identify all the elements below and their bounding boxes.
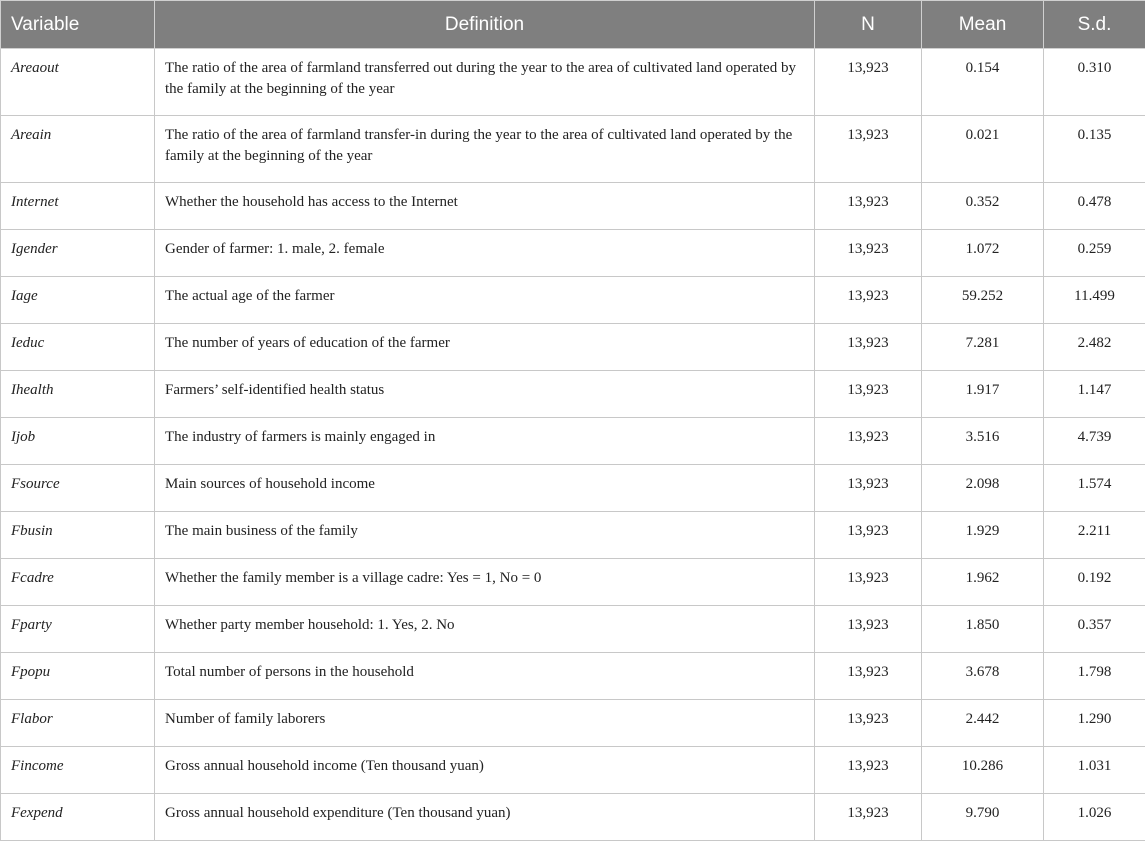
cell-mean: 0.021 [922, 116, 1044, 183]
cell-sd: 1.031 [1044, 747, 1145, 794]
cell-definition: Farmers’ self-identified health status [155, 371, 815, 418]
column-header-definition: Definition [155, 1, 815, 49]
cell-definition: The ratio of the area of farmland transfer-in during the year to the area of cultivated land operated by the family at the beginning of the year [155, 116, 815, 183]
cell-sd: 0.357 [1044, 606, 1145, 653]
cell-sd: 1.147 [1044, 371, 1145, 418]
cell-n: 13,923 [815, 653, 922, 700]
column-header-mean: Mean [922, 1, 1044, 49]
table-body [1, 49, 1145, 841]
cell-variable: Fsource [1, 465, 155, 512]
cell-variable: Fincome [1, 747, 155, 794]
cell-n: 13,923 [815, 512, 922, 559]
cell-definition: Gender of farmer: 1. male, 2. female [155, 230, 815, 277]
cell-variable: Internet [1, 183, 155, 230]
cell-definition: Number of family laborers [155, 700, 815, 747]
cell-mean: 3.678 [922, 653, 1044, 700]
cell-definition: The actual age of the farmer [155, 277, 815, 324]
cell-sd: 0.135 [1044, 116, 1145, 183]
cell-mean: 1.850 [922, 606, 1044, 653]
table-row [1, 606, 1145, 653]
cell-sd: 2.482 [1044, 324, 1145, 371]
table-row [1, 512, 1145, 559]
cell-definition: Total number of persons in the household [155, 653, 815, 700]
cell-n: 13,923 [815, 230, 922, 277]
cell-definition: Gross annual household income (Ten thousand yuan) [155, 747, 815, 794]
column-header-sd: S.d. [1044, 1, 1145, 49]
cell-definition: Whether party member household: 1. Yes, 2. No [155, 606, 815, 653]
cell-definition: The main business of the family [155, 512, 815, 559]
cell-n: 13,923 [815, 418, 922, 465]
cell-sd: 4.739 [1044, 418, 1145, 465]
table-header [1, 1, 1145, 49]
table-row [1, 183, 1145, 230]
cell-variable: Fparty [1, 606, 155, 653]
cell-mean: 2.442 [922, 700, 1044, 747]
cell-definition: Gross annual household expenditure (Ten thousand yuan) [155, 794, 815, 841]
cell-mean: 1.072 [922, 230, 1044, 277]
cell-definition: Whether the household has access to the Internet [155, 183, 815, 230]
cell-variable: Areaout [1, 49, 155, 116]
cell-mean: 59.252 [922, 277, 1044, 324]
cell-mean: 0.154 [922, 49, 1044, 116]
cell-n: 13,923 [815, 183, 922, 230]
table-row [1, 418, 1145, 465]
cell-variable: Ihealth [1, 371, 155, 418]
cell-mean: 7.281 [922, 324, 1044, 371]
cell-definition: The number of years of education of the farmer [155, 324, 815, 371]
cell-n: 13,923 [815, 559, 922, 606]
table-row [1, 230, 1145, 277]
header-row [1, 1, 1145, 49]
cell-sd: 0.310 [1044, 49, 1145, 116]
table-row [1, 794, 1145, 841]
cell-sd: 11.499 [1044, 277, 1145, 324]
cell-sd: 2.211 [1044, 512, 1145, 559]
table-row [1, 559, 1145, 606]
table-row [1, 116, 1145, 183]
column-header-variable: Variable [1, 1, 155, 49]
cell-mean: 10.286 [922, 747, 1044, 794]
table-row [1, 653, 1145, 700]
cell-variable: Ijob [1, 418, 155, 465]
cell-variable: Fcadre [1, 559, 155, 606]
table-row [1, 371, 1145, 418]
table-row [1, 747, 1145, 794]
cell-variable: Ieduc [1, 324, 155, 371]
table-row [1, 324, 1145, 371]
table-row [1, 465, 1145, 512]
cell-sd: 1.798 [1044, 653, 1145, 700]
cell-variable: Fbusin [1, 512, 155, 559]
cell-sd: 0.478 [1044, 183, 1145, 230]
cell-definition: The ratio of the area of farmland transferred out during the year to the area of cultivated land operated by the family at the beginning of the year [155, 49, 815, 116]
cell-sd: 0.192 [1044, 559, 1145, 606]
cell-definition: Main sources of household income [155, 465, 815, 512]
cell-mean: 3.516 [922, 418, 1044, 465]
cell-mean: 1.917 [922, 371, 1044, 418]
cell-n: 13,923 [815, 371, 922, 418]
cell-definition: The industry of farmers is mainly engaged in [155, 418, 815, 465]
cell-mean: 1.929 [922, 512, 1044, 559]
cell-n: 13,923 [815, 465, 922, 512]
cell-sd: 1.290 [1044, 700, 1145, 747]
cell-mean: 0.352 [922, 183, 1044, 230]
cell-sd: 0.259 [1044, 230, 1145, 277]
cell-n: 13,923 [815, 747, 922, 794]
cell-variable: Fpopu [1, 653, 155, 700]
cell-variable: Fexpend [1, 794, 155, 841]
cell-n: 13,923 [815, 324, 922, 371]
cell-n: 13,923 [815, 49, 922, 116]
cell-mean: 2.098 [922, 465, 1044, 512]
cell-n: 13,923 [815, 794, 922, 841]
cell-n: 13,923 [815, 700, 922, 747]
cell-variable: Igender [1, 230, 155, 277]
cell-sd: 1.574 [1044, 465, 1145, 512]
cell-definition: Whether the family member is a village cadre: Yes = 1, No = 0 [155, 559, 815, 606]
column-header-n: N [815, 1, 922, 49]
cell-variable: Iage [1, 277, 155, 324]
cell-sd: 1.026 [1044, 794, 1145, 841]
table-row [1, 49, 1145, 116]
cell-variable: Flabor [1, 700, 155, 747]
cell-n: 13,923 [815, 606, 922, 653]
table-row [1, 700, 1145, 747]
cell-n: 13,923 [815, 277, 922, 324]
cell-n: 13,923 [815, 116, 922, 183]
cell-mean: 9.790 [922, 794, 1044, 841]
cell-mean: 1.962 [922, 559, 1044, 606]
cell-variable: Areain [1, 116, 155, 183]
table-row [1, 277, 1145, 324]
